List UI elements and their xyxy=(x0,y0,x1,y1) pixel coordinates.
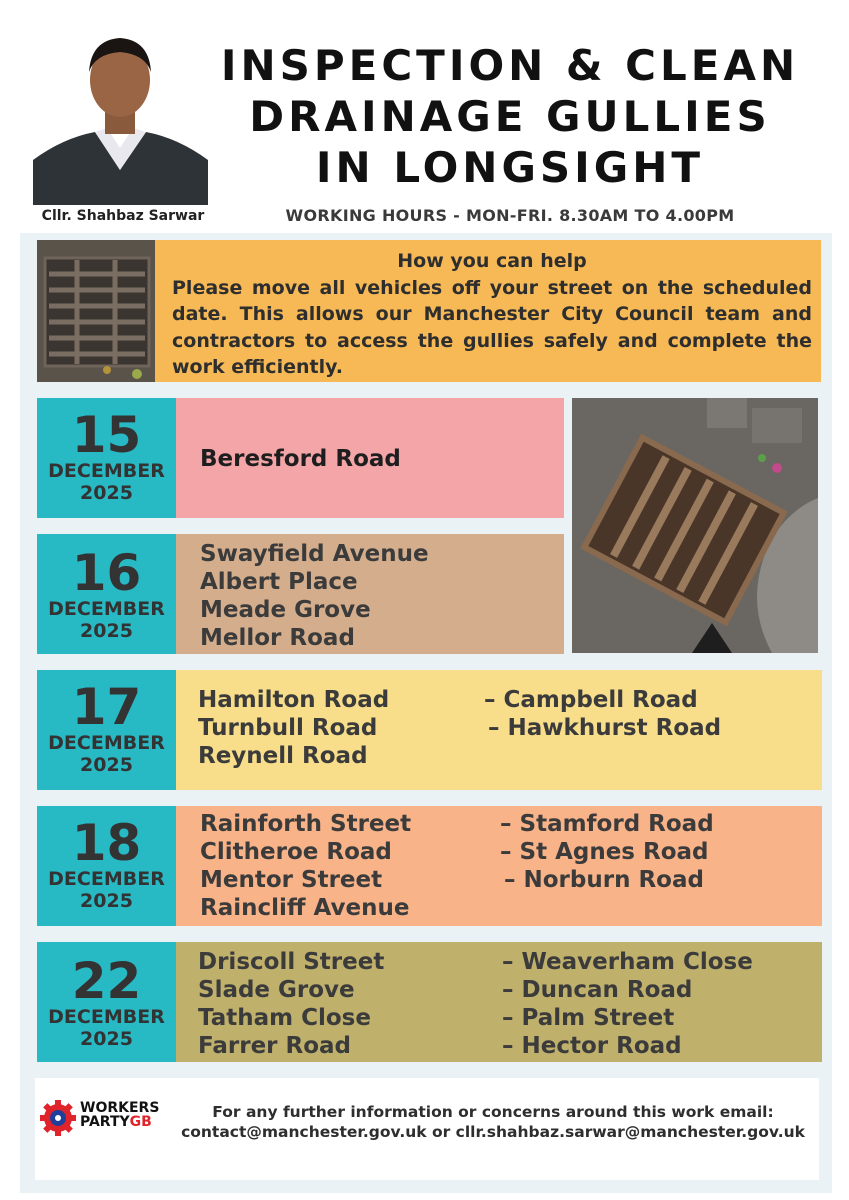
date-month: DECEMBER xyxy=(48,1006,165,1028)
date-block xyxy=(37,670,176,790)
help-heading: How you can help xyxy=(397,250,587,272)
road-list-right xyxy=(502,948,753,1060)
working-hours: WORKING HOURS - MON-FRI. 8.30AM TO 4.00PM xyxy=(285,206,735,225)
road-name: – Weaverham Close xyxy=(502,949,753,975)
road-name: – St Agnes Road xyxy=(500,839,709,865)
date-block xyxy=(37,534,176,654)
title-line-3: IN LONGSIGHT xyxy=(315,143,705,192)
road-name: Rainforth Street xyxy=(200,811,412,837)
date-day: 18 xyxy=(71,814,142,872)
help-text xyxy=(172,248,812,381)
logo-gb: GB xyxy=(129,1114,152,1130)
date-day: 16 xyxy=(71,544,142,602)
date-month: DECEMBER xyxy=(48,868,165,890)
title-line-2: DRAINAGE GULLIES xyxy=(249,92,771,141)
date-month: DECEMBER xyxy=(48,460,165,482)
contact-line-1: For any further information or concerns around this work email: xyxy=(212,1103,774,1121)
road-name: – Campbell Road xyxy=(484,687,698,713)
road-name: Meade Grove xyxy=(200,597,371,623)
road-list-right xyxy=(500,810,714,894)
road-name: Hamilton Road xyxy=(198,687,390,713)
road-name: Tatham Close xyxy=(198,1005,371,1031)
road-name: – Norburn Road xyxy=(504,867,704,893)
logo-line-1: WORKERS xyxy=(80,1100,160,1116)
road-name: Swayfield Avenue xyxy=(200,541,429,567)
road-name: – Hector Road xyxy=(502,1033,682,1059)
road-list-left xyxy=(198,948,384,1060)
road-list-right xyxy=(484,686,721,742)
road-list-left xyxy=(200,445,401,473)
date-year: 2025 xyxy=(80,890,133,912)
road-name: – Palm Street xyxy=(502,1005,675,1031)
page-title xyxy=(210,40,810,193)
gear-icon xyxy=(38,1098,78,1138)
road-name: Mellor Road xyxy=(200,625,355,651)
date-day: 17 xyxy=(71,678,142,736)
date-block xyxy=(37,806,176,926)
drain-grate-photo-large xyxy=(572,398,818,653)
road-name: – Stamford Road xyxy=(500,811,714,837)
title-line-1: INSPECTION & CLEAN xyxy=(220,41,800,90)
road-name: Albert Place xyxy=(200,569,358,595)
date-year: 2025 xyxy=(80,754,133,776)
road-name: Slade Grove xyxy=(198,977,355,1003)
road-name: Mentor Street xyxy=(200,867,383,893)
drain-grate-photo xyxy=(37,240,155,382)
councillor-photo xyxy=(33,30,208,205)
date-block xyxy=(37,942,176,1062)
road-name: Driscoll Street xyxy=(198,949,385,975)
logo-line-2 xyxy=(80,1115,159,1129)
road-name: Raincliff Avenue xyxy=(200,895,410,921)
road-name: – Duncan Road xyxy=(502,977,693,1003)
date-day: 22 xyxy=(71,952,142,1010)
road-name: Beresford Road xyxy=(200,446,401,472)
logo-party: PARTY xyxy=(80,1114,130,1130)
date-day: 15 xyxy=(71,406,142,464)
road-name: Turnbull Road xyxy=(198,715,378,741)
help-body: Please move all vehicles off your street on the scheduled date. This allows our Manchester City Council team and contractors to access the gullies safely and complete the work efficiently. xyxy=(172,276,812,378)
date-year: 2025 xyxy=(80,620,133,642)
date-year: 2025 xyxy=(80,482,133,504)
contact-info xyxy=(168,1102,818,1142)
councillor-name: Cllr. Shahbaz Sarwar xyxy=(41,208,205,224)
logo-wordmark xyxy=(80,1101,159,1129)
road-list-left xyxy=(200,810,411,922)
road-name: Reynell Road xyxy=(198,743,368,769)
road-list-left xyxy=(198,686,389,770)
road-name: Clitheroe Road xyxy=(200,839,392,865)
date-month: DECEMBER xyxy=(48,598,165,620)
road-name: – Hawkhurst Road xyxy=(488,715,722,741)
road-name: Farrer Road xyxy=(198,1033,352,1059)
date-month: DECEMBER xyxy=(48,732,165,754)
date-block xyxy=(37,398,176,518)
road-list-left xyxy=(200,540,429,652)
date-year: 2025 xyxy=(80,1028,133,1050)
contact-emails[interactable]: contact@manchester.gov.uk or cllr.shahbaz.sarwar@manchester.gov.uk xyxy=(181,1123,805,1141)
